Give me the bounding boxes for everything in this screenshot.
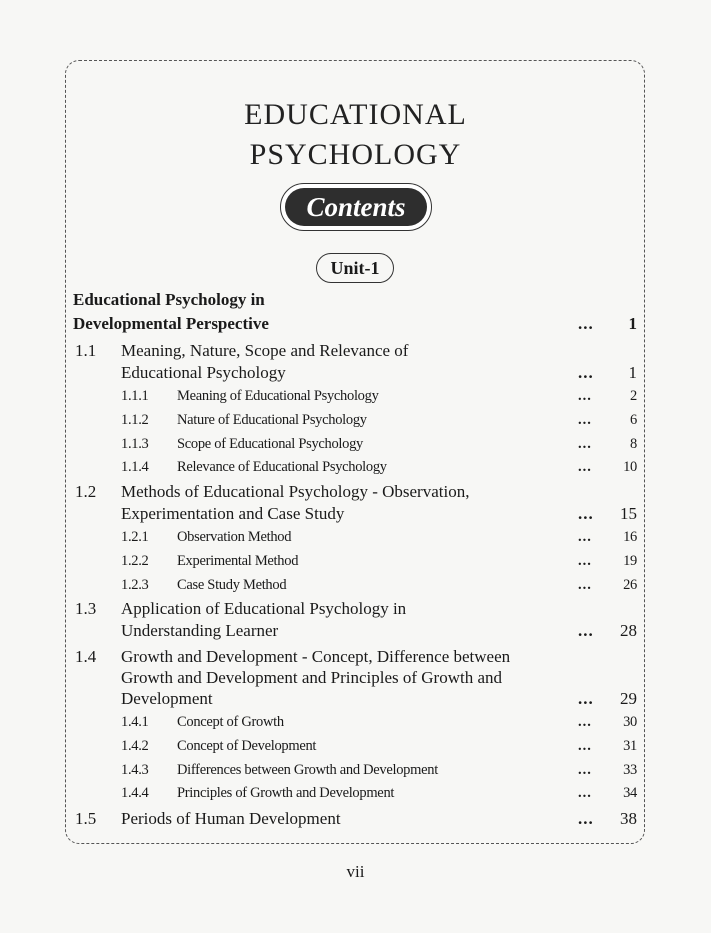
toc-page-number: 16	[623, 529, 637, 545]
section-title: Experimentation and Case Study	[121, 504, 345, 523]
subsection-title: Concept of Development	[177, 738, 317, 754]
toc-page-number: 6	[630, 412, 637, 428]
toc-page-number: 28	[620, 621, 637, 640]
toc-page-number: 19	[623, 553, 637, 569]
section-number: 1.2	[75, 482, 97, 501]
toc-page-number: 8	[630, 436, 637, 452]
toc-dots: ...	[578, 436, 592, 452]
toc-dots: ...	[578, 621, 594, 640]
toc-dots: ...	[578, 689, 594, 708]
subsection-number: 1.4.2	[121, 738, 149, 754]
section-title: Growth and Development and Principles of Growth and	[121, 668, 502, 687]
toc-dots: ...	[578, 738, 592, 754]
toc-page-number: 30	[623, 714, 637, 730]
subsection-number: 1.1.2	[121, 412, 149, 428]
subsection-number: 1.4.1	[121, 714, 149, 730]
subsection-title: Observation Method	[177, 529, 292, 545]
toc-page-number: 26	[623, 577, 637, 593]
toc-page-number: 2	[630, 388, 637, 404]
subsection-title: Case Study Method	[177, 577, 287, 593]
section-title: Periods of Human Development	[121, 809, 341, 828]
subsection-number: 1.1.1	[121, 388, 149, 404]
toc-page-number: 34	[623, 785, 637, 801]
subsection-number: 1.2.2	[121, 553, 149, 569]
subsection-number: 1.2.1	[121, 529, 149, 545]
toc-page-number: 10	[623, 459, 637, 475]
toc-dots: ...	[578, 314, 594, 333]
section-title: Meaning, Nature, Scope and Relevance of	[121, 341, 409, 360]
section-number: 1.3	[75, 599, 97, 618]
toc-dots: ...	[578, 577, 592, 593]
toc-page-number: 33	[623, 762, 637, 778]
toc-page-number: 29	[620, 689, 637, 708]
section-number: 1.5	[75, 809, 97, 828]
subsection-number: 1.1.3	[121, 436, 149, 452]
toc-page-number: 1	[628, 314, 637, 333]
section-title: Development	[121, 689, 213, 708]
toc-dots: ...	[578, 785, 592, 801]
toc-dots: ...	[578, 714, 592, 730]
subsection-title: Meaning of Educational Psychology	[177, 388, 379, 404]
toc-page-number: 1	[628, 363, 637, 382]
subsection-title: Nature of Educational Psychology	[177, 412, 367, 428]
contents-label: Contents	[285, 188, 427, 226]
subsection-title: Relevance of Educational Psychology	[177, 459, 387, 475]
toc-dots: ...	[578, 553, 592, 569]
subsection-title: Differences between Growth and Development	[177, 762, 438, 778]
subsection-number: 1.4.3	[121, 762, 149, 778]
subsection-title: Principles of Growth and Development	[177, 785, 395, 801]
toc-dots: ...	[578, 529, 592, 545]
toc-dots: ...	[578, 459, 592, 475]
toc-dots: ...	[578, 809, 594, 828]
subsection-number: 1.1.4	[121, 459, 149, 475]
chapter-title-line2: Developmental Perspective	[73, 314, 269, 333]
section-number: 1.4	[75, 647, 97, 666]
subsection-title: Concept of Growth	[177, 714, 284, 730]
page-number-footer: vii	[346, 862, 365, 881]
section-title: Methods of Educational Psychology - Observation,	[121, 482, 470, 501]
section-title: Understanding Learner	[121, 621, 279, 640]
contents-badge	[280, 183, 432, 231]
subsection-title: Experimental Method	[177, 553, 299, 569]
section-title: Growth and Development - Concept, Difference between	[121, 647, 511, 666]
book-title-line1: EDUCATIONAL	[244, 98, 467, 131]
section-title: Application of Educational Psychology in	[121, 599, 407, 618]
unit-label: Unit-1	[316, 253, 394, 283]
toc-page-number: 15	[620, 504, 637, 523]
subsection-number: 1.2.3	[121, 577, 149, 593]
toc-dots: ...	[578, 504, 594, 523]
section-number: 1.1	[75, 341, 97, 360]
chapter-title-line1: Educational Psychology in	[73, 290, 265, 309]
toc-dots: ...	[578, 762, 592, 778]
toc-dots: ...	[578, 363, 594, 382]
toc-page-number: 38	[620, 809, 637, 828]
toc-dots: ...	[578, 388, 592, 404]
book-title-line2: PSYCHOLOGY	[249, 138, 462, 171]
subsection-number: 1.4.4	[121, 785, 149, 801]
toc-page-number: 31	[623, 738, 637, 754]
toc-dots: ...	[578, 412, 592, 428]
section-title: Educational Psychology	[121, 363, 286, 382]
subsection-title: Scope of Educational Psychology	[177, 436, 364, 452]
